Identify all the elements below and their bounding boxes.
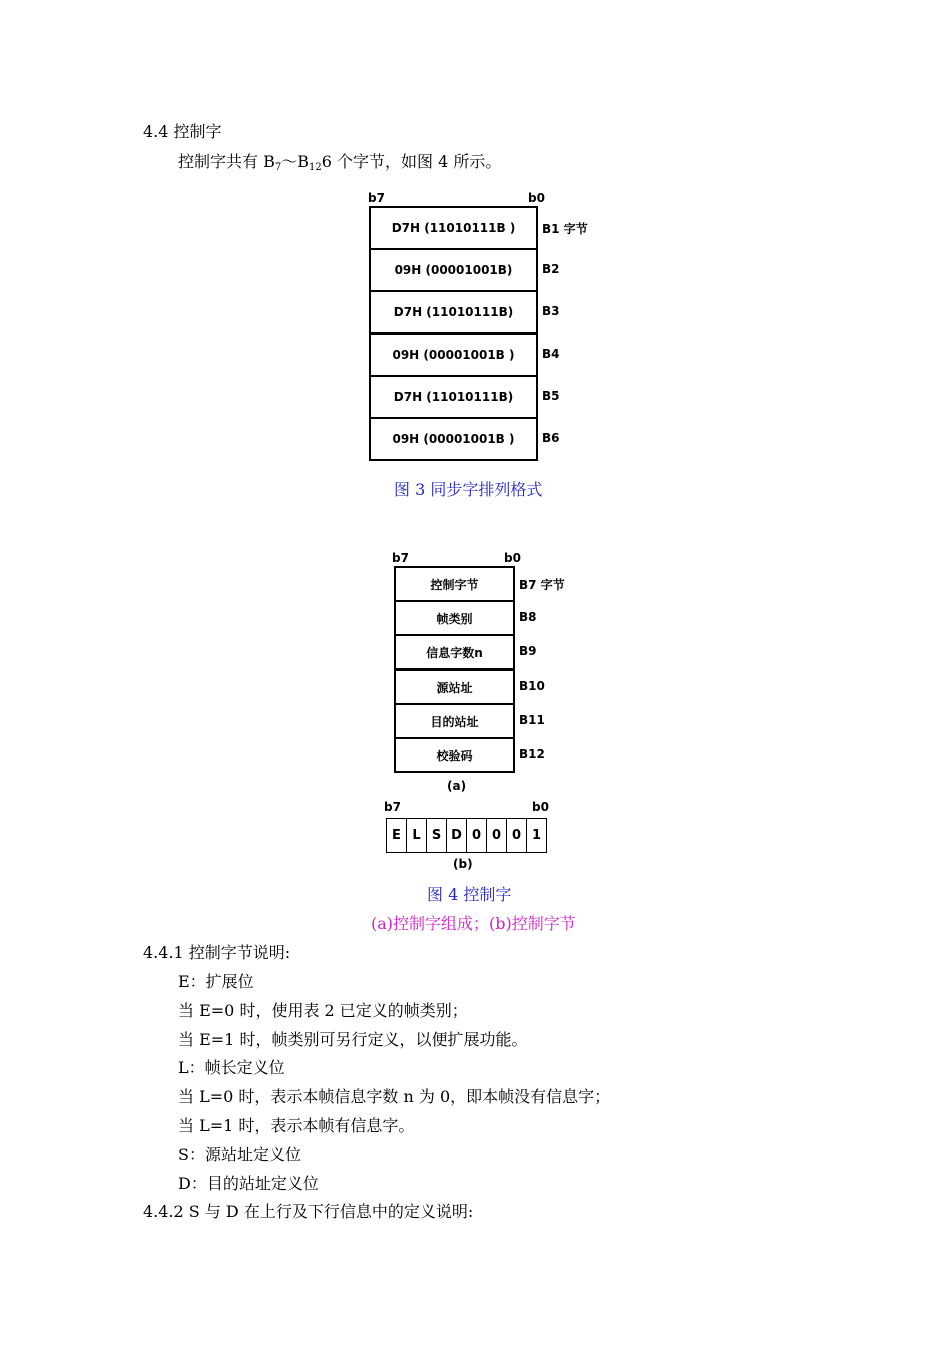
figure3-caption: 图 3 同步字排列格式 [394,480,543,499]
section-4-4-1-line: D：目的站址定义位 [178,1174,319,1193]
figure4a-row-label: B9 [519,644,537,658]
figure4a-row-label: B12 [519,747,545,761]
figure3-row-label: B3 [542,304,560,318]
figure4b-bit-cell: D [446,818,467,853]
figure4-subcaption: (a)控制字组成；(b)控制字节 [371,914,576,933]
figure4a-row-value: 校验码 [394,737,515,773]
figure4a-bit-low-label: b0 [504,551,521,565]
figure3-row-value: 09H (00001001B) [369,248,538,292]
section-4-4-1-line: 当 L=0 时，表示本帧信息字数 n 为 0，即本帧没有信息字； [178,1087,611,1106]
figure4a-bit-high-label: b7 [392,551,409,565]
figure3-row-value: D7H (11010111B) [369,375,538,419]
figure3-row-value: 09H (00001001B ) [369,333,538,377]
section-4-4-1-line: L：帧长定义位 [178,1058,285,1077]
section-intro: 控制字共有 $B_7\sim B_{12}6$ 个字节，如图 4 所示。 [178,152,502,173]
figure4b-bit-cell: 0 [486,818,507,853]
figure4b-bit-cell: E [386,818,407,853]
figure3-row-value: 09H (00001001B ) [369,417,538,461]
section-heading-4-4-2: 4.4.2 S 与 D 在上行及下行信息中的定义说明: [143,1202,474,1221]
section-4-4-1-line: S：源站址定义位 [178,1145,301,1164]
figure4b-bit-cell: 1 [526,818,547,853]
section-heading-4-4-1: 4.4.1 控制字节说明: [143,943,291,962]
figure4a-row-label: B11 [519,713,545,727]
figure3-row-label: B5 [542,389,560,403]
figure4b-bit-cell: 0 [506,818,527,853]
figure4a-sublabel: (a) [447,779,467,793]
section-4-4-1-line: 当 E=1 时，帧类别可另行定义，以便扩展功能。 [178,1030,528,1049]
section-4-4-1-line: 当 E=0 时，使用表 2 已定义的帧类别； [178,1001,468,1020]
figure4-caption: 图 4 控制字 [427,885,512,904]
figure3-bit-high-label: b7 [368,191,385,205]
figure4b-bit-high-label: b7 [384,800,401,814]
figure4a-row-label: B10 [519,679,545,693]
figure4a-row-value: 帧类别 [394,600,515,636]
figure4a-row-value: 目的站址 [394,703,515,739]
figure4b-sublabel: (b) [453,857,473,871]
figure3-row-label: B4 [542,347,560,361]
figure4a-row-value: 信息字数n [394,634,515,670]
figure4a-row-value: 控制字节 [394,566,515,602]
figure4a-row-value: 源站址 [394,669,515,705]
figure3-bit-low-label: b0 [528,191,545,205]
figure3-row-value: D7H (11010111B) [369,290,538,334]
figure3-row-label: B2 [542,262,560,276]
section-heading-4-4: 4.4 控制字 [143,122,222,141]
figure4a-row-label: B8 [519,610,537,624]
figure4b-bit-cell: S [426,818,447,853]
figure4a-row-label: B7 字节 [519,578,565,592]
figure3-row-value: D7H (11010111B ) [369,206,538,250]
section-4-4-1-line: E：扩展位 [178,972,254,991]
figure4b-bit-cell: L [406,818,427,853]
figure4b-bit-cell: 0 [466,818,487,853]
figure3-row-label: B1 字节 [542,222,588,236]
figure4b-bit-low-label: b0 [532,800,549,814]
figure3-row-label: B6 [542,431,560,445]
section-4-4-1-line: 当 L=1 时，表示本帧有信息字。 [178,1116,415,1135]
